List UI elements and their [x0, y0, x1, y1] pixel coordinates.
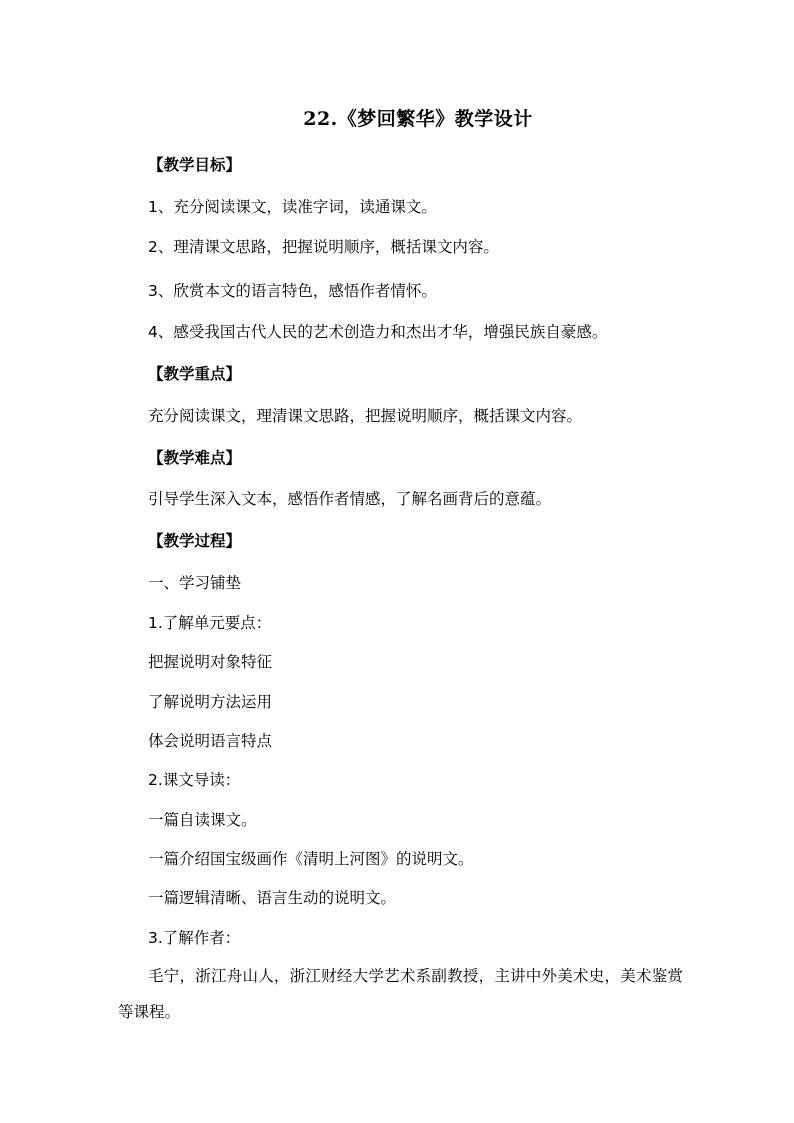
section-heading: 一、学习铺垫 — [148, 574, 242, 592]
author-paragraph: 毛宁，浙江舟山人，浙江财经大学艺术系副教授，主讲中外美术史，美术鉴赏等课程。 — [118, 967, 683, 1021]
key-points-heading: 【教学重点】 — [148, 365, 242, 383]
objectives-heading: 【教学目标】 — [148, 156, 242, 174]
objective-item: 2、理清课文思路，把握说明顺序，概括课文内容。 — [148, 238, 499, 256]
step-item: 体会说明语言特点 — [148, 732, 273, 750]
step-label: 1.了解单元要点： — [148, 614, 272, 632]
step-item: 一篇自读课文。 — [148, 811, 257, 829]
step-item: 一篇逻辑清晰、语言生动的说明文。 — [148, 889, 397, 907]
objective-item: 3、欣赏本文的语言特色，感悟作者情怀。 — [148, 282, 437, 300]
step-item: 一篇介绍国宝级画作《清明上河图》的说明文。 — [148, 850, 474, 868]
step-label: 3.了解作者： — [148, 929, 241, 947]
objective-item: 4、感受我国古代人民的艺术创造力和杰出才华，增强民族自豪感。 — [148, 323, 608, 341]
step-label: 2.课文导读： — [148, 771, 241, 789]
step-item: 了解说明方法运用 — [148, 693, 273, 711]
key-points-text: 充分阅读课文，理清课文思路，把握说明顺序，概括课文内容。 — [148, 407, 583, 425]
objective-item: 1、充分阅读课文，读准字词，读通课文。 — [148, 198, 437, 216]
difficulties-text: 引导学生深入文本，感悟作者情感，了解名画背后的意蕴。 — [148, 490, 552, 508]
step-item: 把握说明对象特征 — [148, 653, 273, 671]
document-title: 22.《梦回繁华》教学设计 — [303, 108, 533, 130]
process-heading: 【教学过程】 — [148, 532, 242, 550]
difficulties-heading: 【教学难点】 — [148, 449, 242, 467]
